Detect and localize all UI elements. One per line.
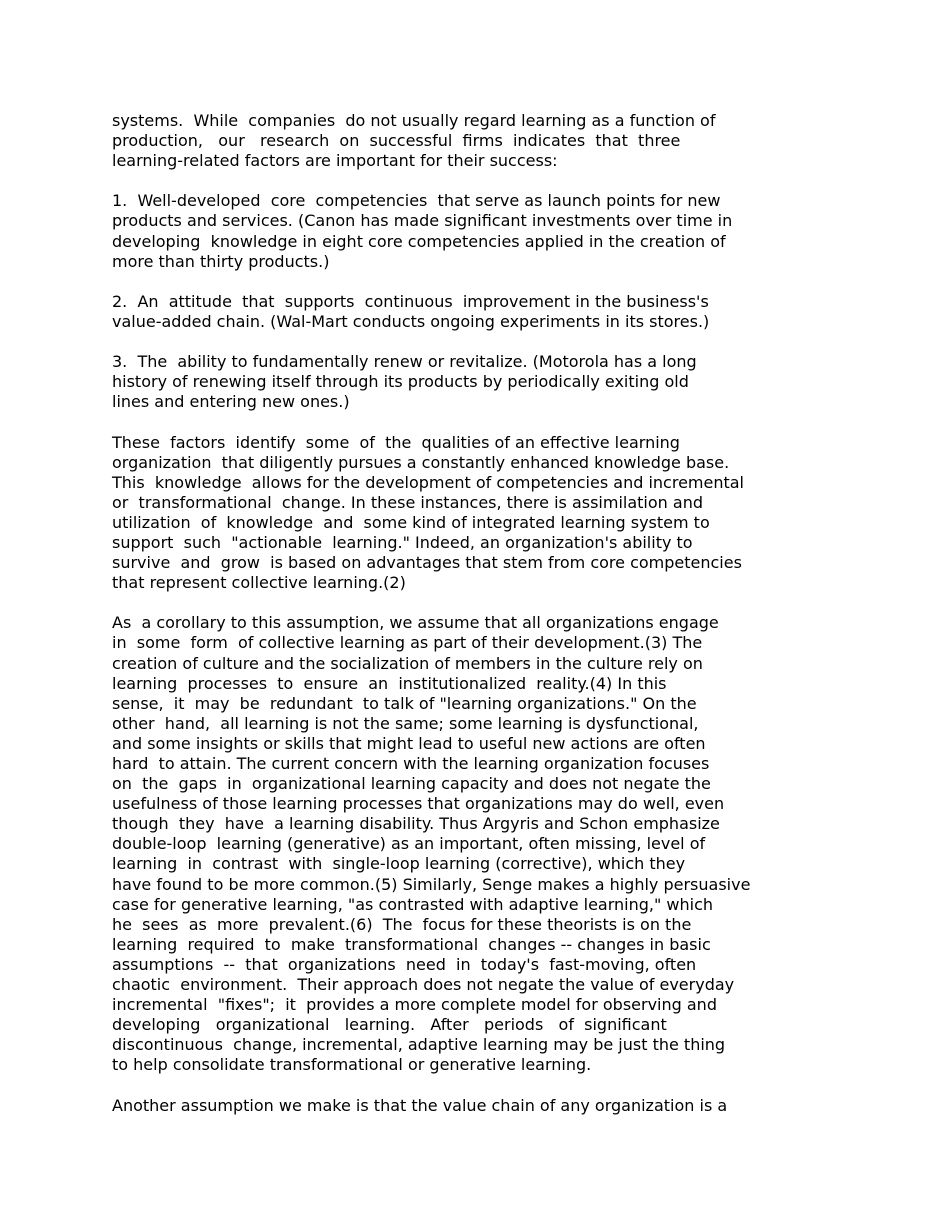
text-line: production, our research on successful firms indicates that three	[112, 131, 681, 151]
text-line: hard to attain. The current concern with the learning organization focuses	[112, 754, 710, 773]
text-line: case for generative learning, "as contrasted with adaptive learning," which	[112, 894, 714, 914]
text-line: learning processes to ensure an institutionalized reality.(4) In this	[112, 673, 667, 693]
text-line: support such "actionable learning." Indeed, an organization's ability to	[112, 532, 693, 552]
text-line: These factors identify some of the qualities of an effective learning	[112, 432, 680, 452]
paragraph	[112, 111, 832, 171]
text-line: learning-related factors are important for their success:	[112, 151, 558, 171]
text-line: assumptions -- that organizations need in today's fast-moving, often	[112, 954, 697, 974]
text-line: value-added chain. (Wal-Mart conducts ongoing experiments in its stores.)	[112, 311, 710, 331]
paragraph	[112, 292, 832, 332]
text-line: Another assumption we make is that the value chain of any organization is a	[112, 1095, 728, 1115]
text-line: 2. An attitude that supports continuous improvement in the business's	[112, 291, 709, 311]
text-line: chaotic environment. Their approach does not negate the value of everyday	[112, 975, 735, 995]
text-line: that represent collective learning.(2)	[112, 573, 406, 593]
text-line: and some insights or skills that might lead to useful new actions are often	[112, 733, 706, 753]
text-line: he sees as more prevalent.(6) The focus for these theorists is on the	[112, 914, 692, 934]
body-text	[112, 111, 832, 1116]
text-line: developing organizational learning. After periods of significant	[112, 1015, 667, 1035]
text-line: incremental "fixes"; it provides a more complete model for observing and	[112, 995, 717, 1015]
text-line: sense, it may be redundant to talk of "learning organizations." On the	[112, 693, 697, 713]
text-line: lines and entering new ones.)	[112, 392, 350, 412]
text-line: products and services. (Canon has made significant investments over time in	[112, 211, 733, 231]
text-line: systems. While companies do not usually regard learning as a function of	[112, 111, 716, 130]
text-line: organization that diligently pursues a constantly enhanced knowledge base.	[112, 452, 730, 472]
paragraph	[112, 433, 832, 594]
text-line: history of renewing itself through its products by periodically exiting old	[112, 372, 689, 392]
text-line: on the gaps in organizational learning capacity and does not negate the	[112, 774, 711, 794]
text-line: or transformational change. In these instances, there is assimilation and	[112, 492, 703, 512]
text-line: 3. The ability to fundamentally renew or revitalize. (Motorola has a long	[112, 352, 697, 372]
text-line: have found to be more common.(5) Similarly, Senge makes a highly persuasive	[112, 874, 751, 894]
text-line: double-loop learning (generative) as an important, often missing, level of	[112, 834, 706, 854]
text-line: usefulness of those learning processes that organizations may do well, even	[112, 794, 725, 814]
text-line: discontinuous change, incremental, adaptive learning may be just the thing	[112, 1035, 726, 1055]
text-line: As a corollary to this assumption, we assume that all organizations engage	[112, 613, 719, 633]
text-line: 1. Well-developed core competencies that serve as launch points for new	[112, 191, 721, 211]
text-line: to help consolidate transformational or generative learning.	[112, 1055, 592, 1075]
paragraph	[112, 613, 832, 1075]
paragraph	[112, 191, 832, 271]
text-line: survive and grow is based on advantages that stem from core competencies	[112, 553, 742, 573]
paragraph	[112, 1096, 832, 1116]
text-line: developing knowledge in eight core competencies applied in the creation of	[112, 231, 726, 251]
text-line: other hand, all learning is not the same; some learning is dysfunctional,	[112, 713, 699, 733]
text-line: creation of culture and the socialization of members in the culture rely on	[112, 653, 703, 673]
text-line: more than thirty products.)	[112, 251, 330, 271]
text-line: utilization of knowledge and some kind of integrated learning system to	[112, 512, 710, 532]
text-line: learning in contrast with single-loop learning (corrective), which they	[112, 854, 686, 874]
paragraph	[112, 352, 832, 412]
text-line: in some form of collective learning as part of their development.(3) The	[112, 633, 703, 653]
text-line: learning required to make transformational changes -- changes in basic	[112, 934, 711, 954]
text-line: This knowledge allows for the development of competencies and incremental	[112, 472, 744, 492]
text-line: though they have a learning disability. Thus Argyris and Schon emphasize	[112, 814, 720, 834]
